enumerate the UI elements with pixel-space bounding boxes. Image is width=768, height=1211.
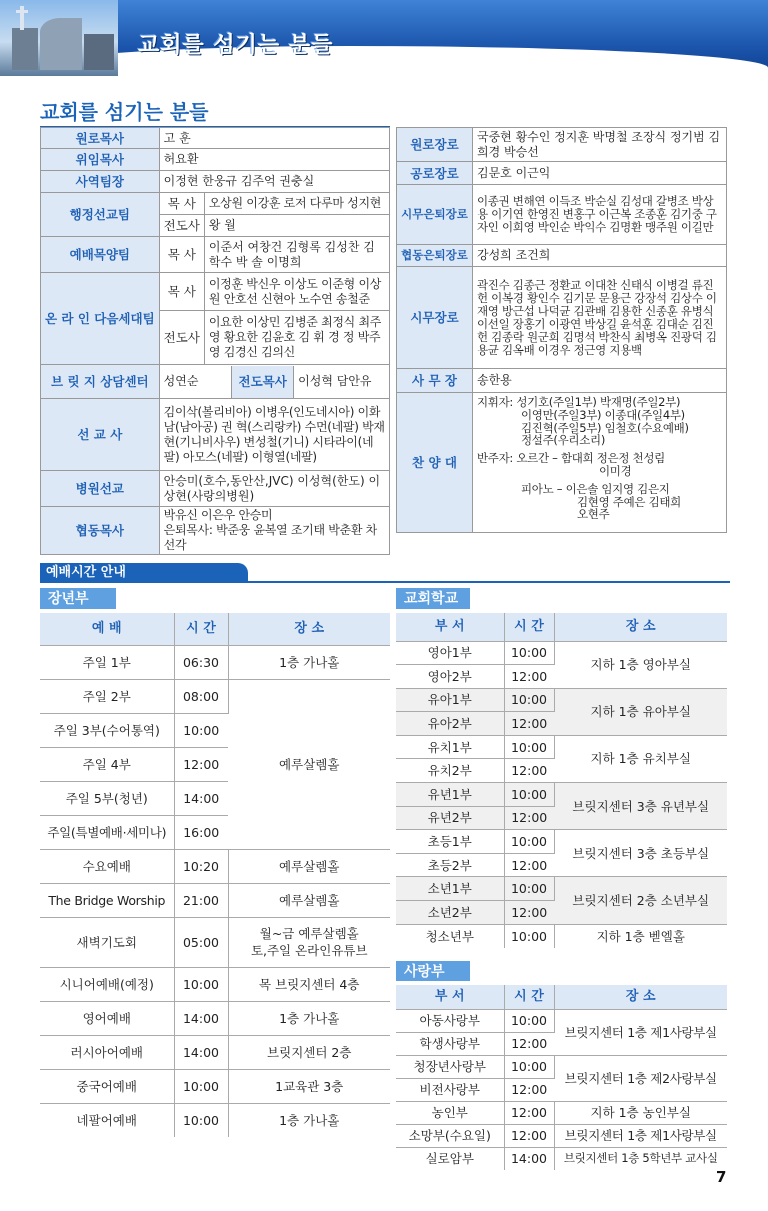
staff-names: 김문호 이근익: [473, 162, 727, 185]
dept-name: 유년2부: [396, 806, 504, 830]
table-row: [396, 1009, 727, 1032]
dept-place: 지하 1층 영아부실: [554, 641, 727, 688]
choir-line: 김진혁(주일5부) 임철호(수요예배): [521, 420, 689, 435]
dept-name: 아동사랑부: [396, 1009, 504, 1032]
dept-time: 12:00: [504, 901, 554, 925]
table-row: [40, 849, 390, 883]
table-header-row: [40, 613, 390, 645]
table-row: [40, 1069, 390, 1103]
staff-sublabel: 목 사: [159, 237, 204, 273]
service-name: 네팔어예배: [40, 1103, 174, 1137]
staff-row: [41, 128, 390, 149]
column-header: 시 간: [504, 613, 554, 641]
staff-sublabel: 전도사: [159, 311, 204, 365]
staff-row: [397, 393, 727, 533]
service-place: 예루살렘홀: [228, 679, 390, 849]
choir-line: 지휘자: 성기호(주일1부) 박재명(주일2부): [477, 395, 681, 409]
staff-table-left: [40, 127, 390, 555]
column-header: 예 배: [40, 613, 174, 645]
table-row: [396, 1124, 727, 1147]
staff-label: 병원선교: [41, 471, 160, 507]
choir-line: 이영만(주일3부) 이종대(주일4부): [521, 407, 685, 422]
dept-time: 12:00: [504, 712, 554, 736]
dept-name: 소년2부: [396, 901, 504, 925]
dept-time: 12:00: [504, 1124, 554, 1147]
choir-line: 피아노 – 이은솔 임지영 김은지: [521, 481, 670, 496]
choir-line: 반주자: 오르간 – 함대희 정은정 천성림: [477, 451, 665, 466]
dept-name: 농인부: [396, 1101, 504, 1124]
dept-time: 10:00: [504, 735, 554, 759]
table-row: [40, 883, 390, 917]
staff-names: 송한용: [473, 369, 727, 393]
service-place: 예루살렘홀: [228, 849, 390, 883]
table-row: [40, 917, 390, 967]
staff-table-right: [396, 127, 727, 533]
table-header-row: [396, 985, 727, 1009]
service-name: 새벽기도회: [40, 917, 174, 967]
dept-time: 10:00: [504, 783, 554, 807]
adult-tag: 장년부: [40, 588, 116, 609]
staff-names: 오상원 이강훈 로저 다루마 성지현: [204, 193, 389, 215]
dept-time: 14:00: [504, 1147, 554, 1170]
service-time: 14:00: [174, 1001, 228, 1035]
dept-time: 12:00: [504, 1032, 554, 1055]
column-header: 부 서: [396, 985, 504, 1009]
adult-worship-table: [40, 613, 390, 1137]
service-place: 예루살렘홀: [228, 883, 390, 917]
column-header: 시 간: [174, 613, 228, 645]
staff-row: [41, 171, 390, 193]
service-place: 1교육관 3층: [228, 1069, 390, 1103]
dept-place: 브릿지센터 1층 5학년부 교사실: [563, 1150, 718, 1165]
staff-label: 시무장로: [397, 267, 473, 369]
staff-row: [41, 193, 390, 215]
dept-time: 12:00: [504, 853, 554, 877]
service-time: 10:20: [174, 849, 228, 883]
column-header: 장 소: [554, 985, 727, 1009]
staff-names: 왕 월: [204, 215, 389, 237]
staff-names: 안승미(호수,동안산,JVC) 이성혁(한도) 이상현(사랑의병원): [159, 471, 389, 507]
dept-name: 소망부(수요일): [396, 1124, 504, 1147]
dept-time: 12:00: [504, 1101, 554, 1124]
service-time: 10:00: [174, 713, 228, 747]
staff-row: [41, 507, 390, 555]
service-time: 08:00: [174, 679, 228, 713]
staff-row: [41, 149, 390, 171]
table-row: [396, 735, 727, 759]
staff-names: 이종권 변해연 이득조 박순실 김성대 갈병조 박상용 이기연 한영진 변홍구 이근복 조종훈 김기중 구자인 이희영 박인순 박익수 김명환 맹주원 이길만: [473, 185, 727, 245]
staff-names: 이정훈 박신우 이상도 이준형 이상원 안호선 신현아 노수연 송철준: [204, 273, 389, 311]
staff-names: 이요한 이상민 김병준 최정식 최주영 황요한 김윤호 김 휘 경 정 박주영 김경신 김의신: [204, 311, 389, 365]
worship-title-underline: [40, 581, 730, 583]
table-row: [396, 877, 727, 901]
service-place: 목 브릿지센터 4층: [228, 967, 390, 1001]
dept-name: 실로암부: [396, 1147, 504, 1170]
dept-name: 유치1부: [396, 735, 504, 759]
service-place: 1층 가나홀: [279, 1112, 340, 1128]
dept-place: 지하 1층 농인부실: [554, 1101, 727, 1124]
staff-label: 협동은퇴장로: [397, 245, 473, 267]
staff-label: 사 무 장: [397, 369, 473, 393]
staff-row: [41, 273, 390, 311]
staff-label: 공로장로: [397, 162, 473, 185]
dept-name: 청장년사랑부: [396, 1055, 504, 1078]
service-time: 10:00: [174, 967, 228, 1001]
staff-label: 사역팀장: [41, 171, 160, 193]
table-row: [396, 830, 727, 854]
staff-row: [41, 365, 390, 399]
table-row: [40, 1001, 390, 1035]
staff-names: 이준서 여창건 김형록 김성찬 김학수 박 솔 이명희: [204, 237, 389, 273]
service-time: 14:00: [174, 781, 228, 815]
table-row: [40, 645, 390, 679]
dept-place: 지하 1층 유치부실: [554, 735, 727, 782]
dept-name: 소년1부: [396, 877, 504, 901]
dept-time: 10:00: [504, 641, 554, 665]
table-row: [396, 688, 727, 712]
staff-row: [397, 185, 727, 245]
dept-place: 브릿지센터 1층 제2사랑부실: [554, 1055, 727, 1101]
table-row: [40, 1103, 390, 1137]
church-building-image: [0, 0, 118, 76]
dept-time: 10:00: [504, 1009, 554, 1032]
staff-label: 찬 양 대: [397, 393, 473, 533]
service-name: The Bridge Worship: [40, 883, 174, 917]
dept-time: 12:00: [504, 665, 554, 689]
staff-row: [397, 128, 727, 162]
staff-names: 국중현 황수인 정지훈 박명철 조장식 정기범 김희경 박승선: [473, 128, 727, 162]
staff-sublabel: 전도사: [159, 215, 204, 237]
staff-section-title: 교회를 섬기는 분들: [40, 100, 209, 124]
dept-time: 10:00: [504, 688, 554, 712]
service-name: 수요예배: [40, 849, 174, 883]
service-name: 시니어예배(예정): [40, 967, 174, 1001]
service-name: 주일 4부: [40, 747, 174, 781]
service-time: 05:00: [174, 917, 228, 967]
staff-names: 성연순: [160, 366, 232, 398]
staff-names: 고 훈: [159, 128, 389, 149]
header-banner: [0, 0, 768, 76]
dept-name: 영아2부: [396, 665, 504, 689]
staff-names: 강성희 조건희: [473, 245, 727, 267]
service-time: 16:00: [174, 815, 228, 849]
service-time: 10:00: [174, 1103, 228, 1137]
dept-time: 10:00: [504, 1055, 554, 1078]
service-name: 주일 5부(청년): [40, 781, 174, 815]
staff-label: 선 교 사: [41, 399, 160, 471]
choir-line: 김현영 주예은 김태희: [577, 494, 681, 509]
staff-label: 예배목양팀: [41, 237, 160, 273]
staff-names: 은퇴목사: 박준웅 윤복열 조기태 박춘환 차선각: [163, 523, 377, 552]
dept-place: 브릿지센터 1층 제1사랑부실: [554, 1009, 727, 1055]
service-name: 주일 3부(수어통역): [40, 713, 174, 747]
dept-name: 영아1부: [396, 641, 504, 665]
service-time: 21:00: [174, 883, 228, 917]
service-name: 중국어예배: [40, 1069, 174, 1103]
dept-name: 유아1부: [396, 688, 504, 712]
staff-label: 행정선교팀: [41, 193, 160, 237]
service-name: 주일(특별예배·세미나): [40, 815, 174, 849]
table-row: [396, 1147, 727, 1170]
love-worship-table: [396, 985, 727, 1170]
staff-row: [397, 369, 727, 393]
staff-row: [397, 245, 727, 267]
staff-row: [397, 162, 727, 185]
staff-row: [41, 471, 390, 507]
dept-name: 초등1부: [396, 830, 504, 854]
service-time: 10:00: [174, 1069, 228, 1103]
dept-place: 지하 1층 유아부실: [554, 688, 727, 735]
staff-label: 원로장로: [397, 128, 473, 162]
staff-row: [41, 237, 390, 273]
staff-label: 온 라 인 다음세대팀: [41, 273, 160, 365]
staff-row: [397, 267, 727, 369]
dept-name: 학생사랑부: [396, 1032, 504, 1055]
service-place: 1층 가나홀: [228, 1001, 390, 1035]
service-time: 14:00: [174, 1035, 228, 1069]
staff-sublabel: 전도목사: [232, 366, 294, 398]
dept-time: 10:00: [504, 924, 554, 948]
service-place: 1층 가나홀: [228, 645, 390, 679]
dept-name: 유치2부: [396, 759, 504, 783]
love-tag: 사랑부: [396, 961, 470, 981]
dept-time: 10:00: [504, 830, 554, 854]
service-name: 주일 1부: [40, 645, 174, 679]
choir-line: 정설주(우리소리): [521, 433, 606, 448]
service-time: 12:00: [174, 747, 228, 781]
dept-time: 10:00: [504, 877, 554, 901]
dept-time: 12:00: [504, 806, 554, 830]
dept-name: 유아2부: [396, 712, 504, 736]
dept-name: 비전사랑부: [396, 1078, 504, 1101]
dept-time: 12:00: [504, 1078, 554, 1101]
table-row: [40, 967, 390, 1001]
page-number: 7: [716, 1168, 727, 1186]
column-header: 장 소: [228, 613, 390, 645]
table-row: [40, 679, 390, 713]
dept-name: 청소년부: [396, 924, 504, 948]
choir-line: 이미경: [599, 463, 632, 478]
service-name: 주일 2부: [40, 679, 174, 713]
choir-line: 오현주: [577, 507, 610, 522]
service-name: 러시아어예배: [40, 1035, 174, 1069]
dept-place: 브릿지센터 2층 소년부실: [554, 877, 727, 924]
table-header-row: [396, 613, 727, 641]
staff-sublabel: 목 사: [159, 273, 204, 311]
staff-names: 김이삭(볼리비아) 이병우(인도네시아) 이화남(남아공) 권 혁(스리랑카) 수먼(네팔) 박재현(기니비사우) 변성철(기니) 시타라이(네팔) 아모스(네팔) 이형열(네팔): [159, 399, 389, 471]
table-row: [396, 1101, 727, 1124]
staff-label: 위임목사: [41, 149, 160, 171]
table-row: [396, 641, 727, 665]
staff-names: 곽진수 김종근 정환교 이대찬 신태식 이병걸 류진헌 이복경 황인수 김기문 문용근 강장석 김상수 이재영 방근섭 나덕균 김관배 김용한 신종훈 유병식 이선일 장홍기 이광연 박상길 윤석훈 김대순 김진헌 김종락 원군희 김명석 박찬식 최병옥 진광덕 김용균 김옥배 이경우 정근영 지용백: [473, 267, 727, 369]
staff-label: 원로목사: [41, 128, 160, 149]
service-time: 06:30: [174, 645, 228, 679]
staff-names: 이성혁 담안유: [298, 374, 372, 388]
table-row: [396, 924, 727, 948]
school-tag: 교회학교: [396, 588, 470, 609]
dept-place: 브릿지센터 3층 유년부실: [554, 783, 727, 830]
dept-name: 유년1부: [396, 783, 504, 807]
worship-section-title: 예배시간 안내: [40, 563, 248, 582]
header-title: 교회를 섬기는 분들: [138, 33, 334, 58]
dept-time: 12:00: [504, 759, 554, 783]
staff-names: 이정현 한웅규 김주억 권충실: [159, 171, 389, 193]
table-row: [396, 1055, 727, 1078]
service-place: 브릿지센터 2층: [228, 1035, 390, 1069]
dept-place: 브릿지센터 1층 제1사랑부실: [554, 1124, 727, 1147]
table-row: [40, 1035, 390, 1069]
staff-label: 브 릿 지 상담센터: [41, 365, 160, 399]
service-name: 영어예배: [40, 1001, 174, 1035]
dept-place: 브릿지센터 3층 초등부실: [554, 830, 727, 877]
staff-sublabel: 목 사: [159, 193, 204, 215]
column-header: 부 서: [396, 613, 504, 641]
staff-row: [41, 399, 390, 471]
service-place: 월~금 예루살렘홀 토,주일 온라인유튜브: [228, 917, 390, 967]
staff-names: 허요환: [159, 149, 389, 171]
staff-label: 협동목사: [41, 507, 160, 555]
staff-names: 박유신 이은우 안승미: [163, 508, 273, 522]
school-worship-table: [396, 613, 727, 948]
table-row: [396, 783, 727, 807]
column-header: 시 간: [504, 985, 554, 1009]
staff-label: 시무은퇴장로: [397, 185, 473, 245]
column-header: 장 소: [554, 613, 727, 641]
dept-name: 초등2부: [396, 853, 504, 877]
dept-place: 지하 1층 벧엘홀: [596, 928, 685, 944]
